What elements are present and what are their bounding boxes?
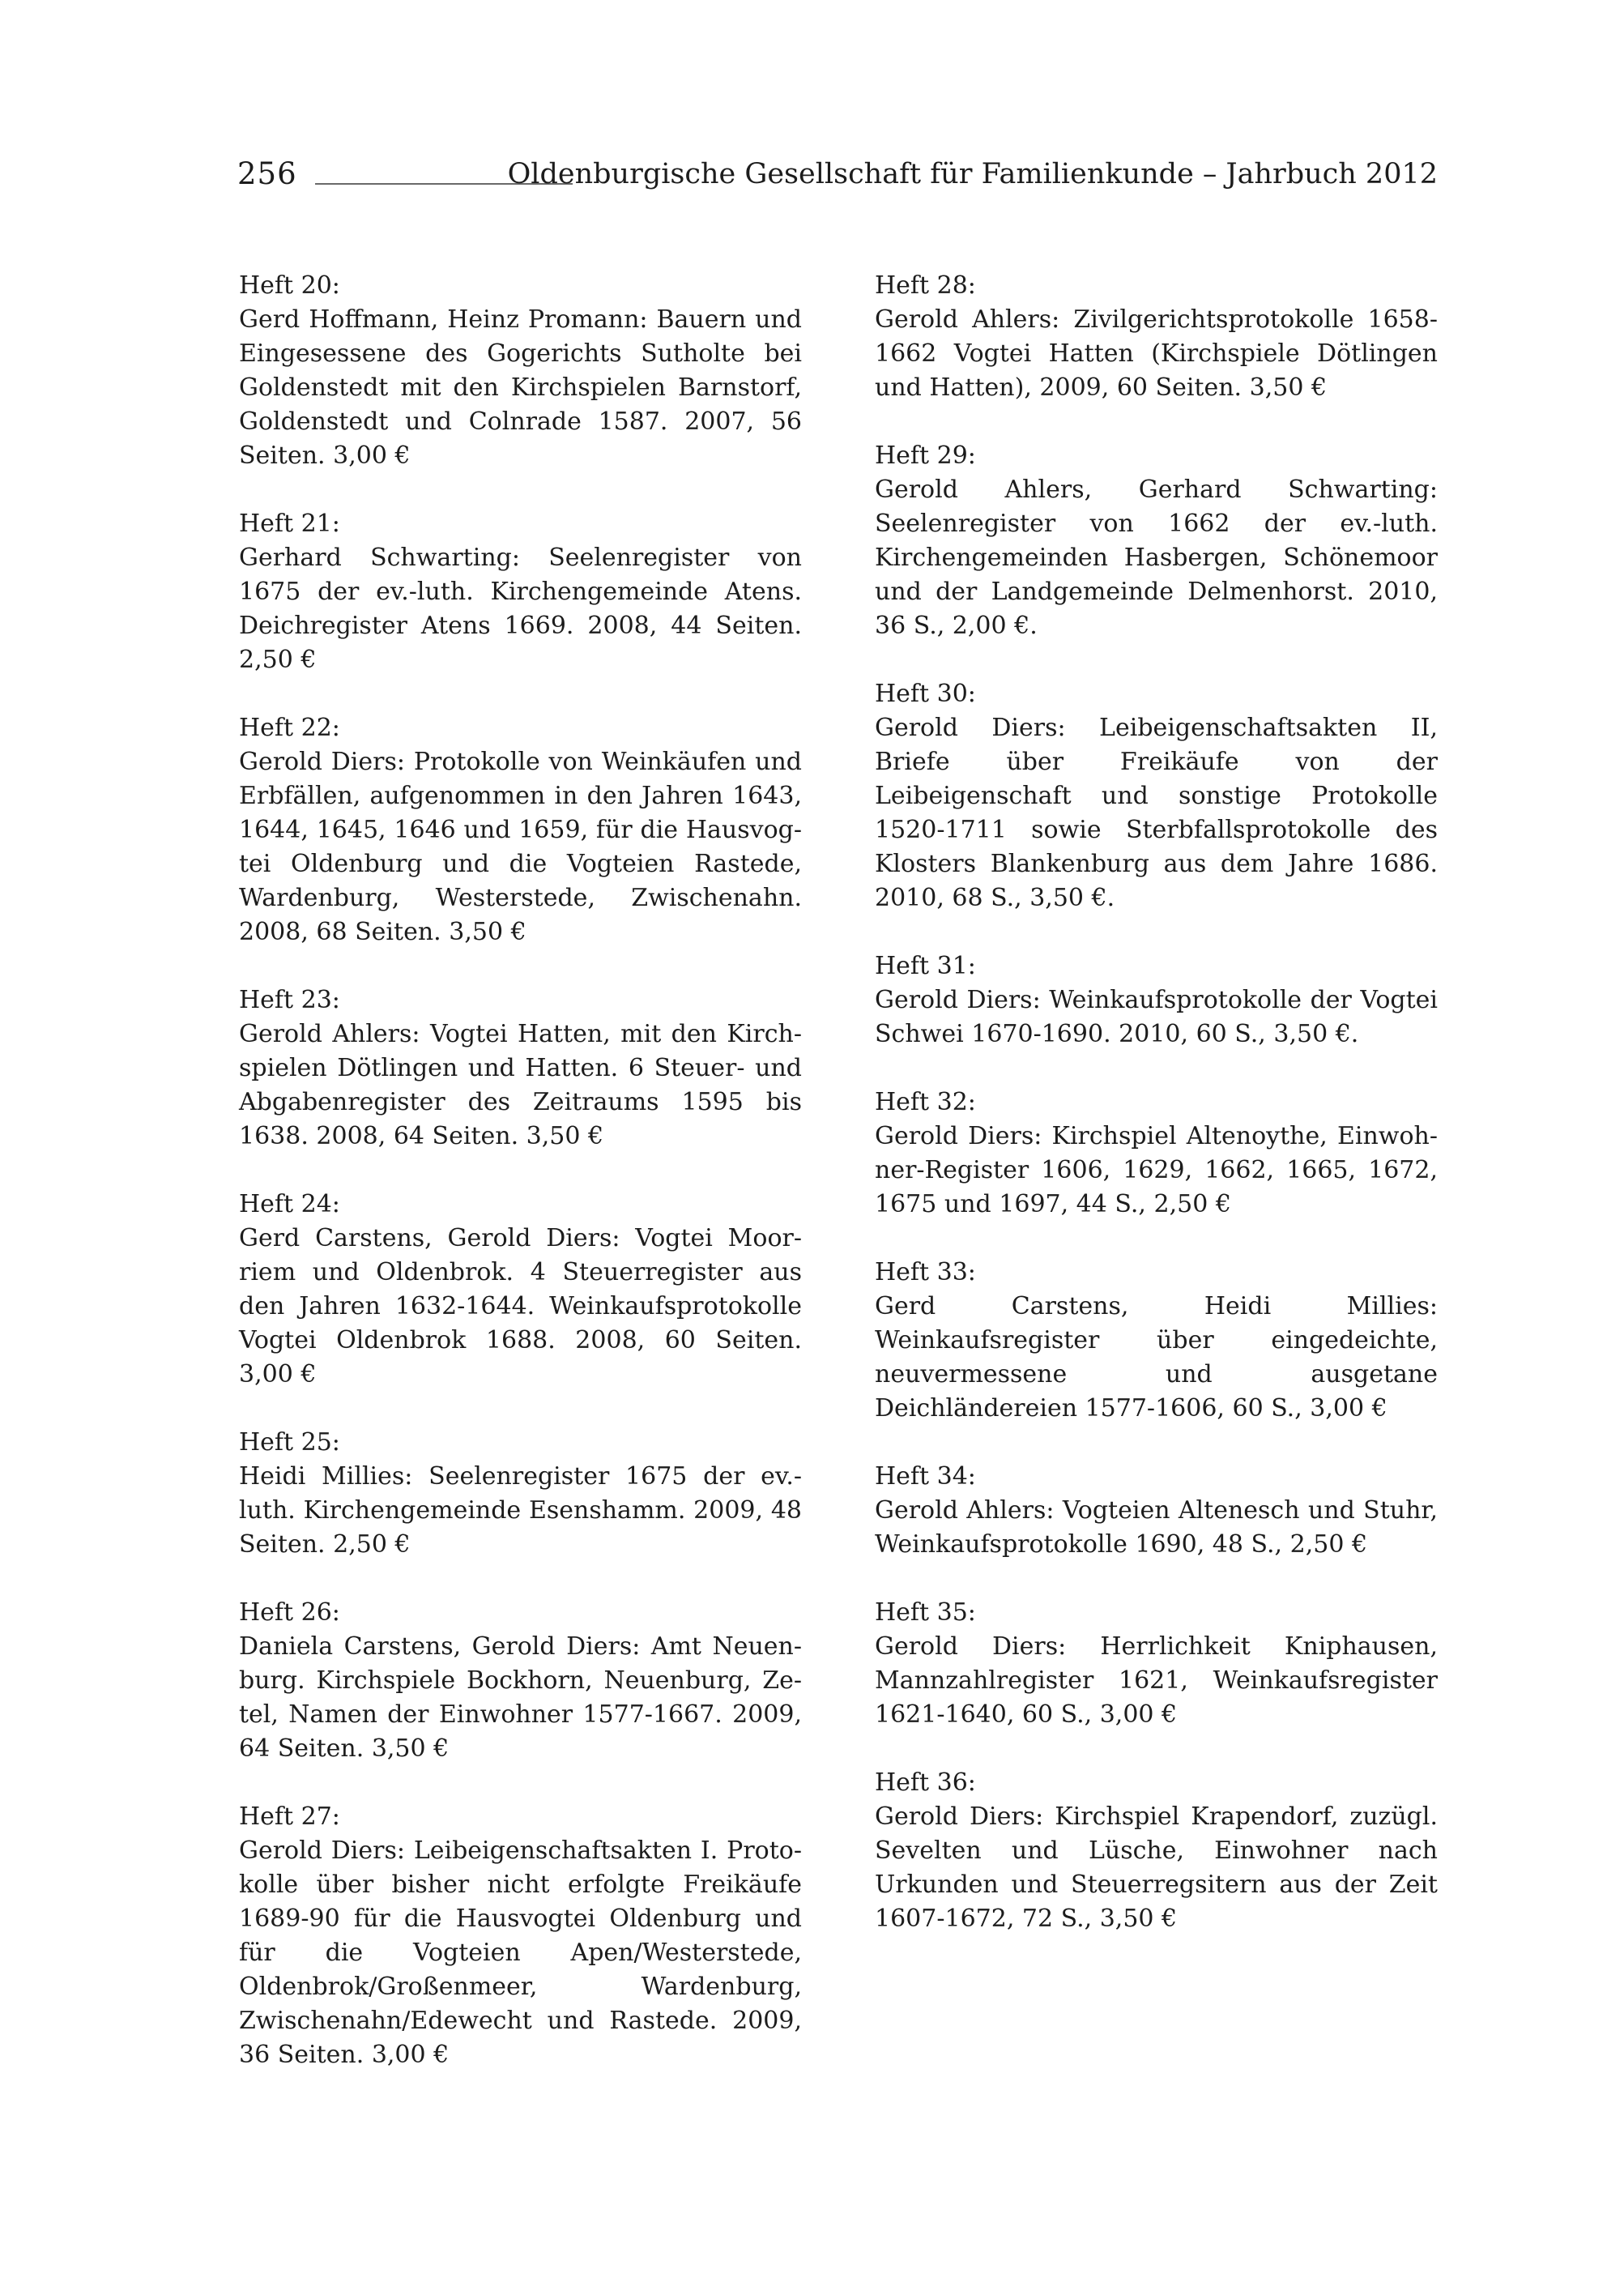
entry-heading: Heft 35: [875, 1598, 976, 1627]
entry-heading: Heft 20: [239, 271, 340, 300]
list-item [239, 1426, 802, 1562]
entry-text: Gerd Hoffmann, Heinz Promann: Bauern und Eingesessene des Gogerichts Sutholte bei Goldenstedt mit den Kirchspielen Barnstorf, Goldenstedt und Colnrade 1587. 2007, 56 Seiten. 3,00 € [239, 305, 802, 470]
entry-heading: Heft 25: [239, 1428, 340, 1457]
list-item [239, 1596, 802, 1766]
page-header [237, 152, 1438, 196]
entry-heading: Heft 30: [875, 680, 976, 708]
entry-text: Heidi Millies: Seelenregister 1675 der ev.-luth. Kirchengemeinde Esenshamm. 2009, 48 Seiten. 2,50 € [239, 1462, 802, 1559]
entry-text: Gerold Ahlers, Gerhard Schwarting: Seelenregister von 1662 der ev.-luth. Kirchengemeinden Hasbergen, Schönemoor und der Landgemeinde Delmenhorst. 2010, 36 S., 2,00 €. [875, 476, 1438, 640]
entry-text: Gerold Diers: Protokolle von Weinkäufen und Erbfällen, aufgenommen in den Jahren 1643, 1644, 1645, 1646 und 1659, für die Hausvogtei Oldenburg und die Vogteien Rastede, Wardenburg, Westerstede, Zwischenahn. 2008, 68 Seiten. 3,50 € [239, 748, 802, 946]
entry-heading: Heft 27: [239, 1802, 340, 1831]
entry-heading: Heft 28: [875, 271, 976, 300]
entry-heading: Heft 33: [875, 1258, 976, 1286]
list-item [875, 1086, 1438, 1222]
entry-heading: Heft 31: [875, 952, 976, 980]
entry-text: Gerd Carstens, Heidi Millies: Weinkaufsregister über eingedeichte, neuvermessene und ausgetane Deichländereien 1577-1606, 60 S., 3,00 € [875, 1292, 1438, 1423]
running-title: Oldenburgische Gesellschaft für Familienkunde – Jahrbuch 2012 [507, 158, 1438, 190]
entry-heading: Heft 36: [875, 1768, 976, 1797]
list-item [239, 1188, 802, 1392]
left-column [239, 269, 802, 2106]
list-item [239, 507, 802, 677]
list-item [239, 983, 802, 1154]
list-item [239, 711, 802, 949]
entry-text: Gerold Diers: Leibeigenschaftsakten I. Protokolle über bisher nicht erfolgte Freikäufe 1689-90 für die Hausvogtei Oldenburg und für die Vogteien Apen/Westerstede, Oldenbrok/Großenmeer, Wardenburg, Zwischenahn/Edewecht und Rastede. 2009, 36 Seiten. 3,00 € [239, 1836, 802, 2069]
entry-text: Gerold Diers: Kirchspiel Altenoythe, Einwohner-Register 1606, 1629, 1662, 1665, 1672, 1675 und 1697, 44 S., 2,50 € [875, 1122, 1438, 1218]
entry-heading: Heft 29: [875, 442, 976, 470]
list-item [875, 439, 1438, 643]
list-item [239, 269, 802, 473]
entry-text: Gerold Diers: Weinkaufsprotokolle der Vogtei Schwei 1670-1690. 2010, 60 S., 3,50 €. [875, 986, 1438, 1048]
list-item [875, 1596, 1438, 1732]
entry-text: Gerold Diers: Leibeigenschaftsakten II, Briefe über Freikäufe von der Leibeigenschaft und sonstige Protokolle 1520-1711 sowie Sterbfallsprotokolle des Klosters Blankenburg aus dem Jahre 1686. 2010, 68 S., 3,50 €. [875, 714, 1438, 912]
entry-text: Gerold Diers: Herrlichkeit Kniphausen, Mannzahlregister 1621, Weinkaufsregister 1621-1640, 60 S., 3,00 € [875, 1632, 1438, 1729]
entry-text: Gerd Carstens, Gerold Diers: Vogtei Moorriem und Oldenbrok. 4 Steuerregister aus den Jahren 1632-1644. Weinkaufsprotokolle Vogtei Oldenbrok 1688. 2008, 60 Seiten. 3,00 € [239, 1224, 802, 1389]
list-item [239, 1800, 802, 2072]
list-item [875, 269, 1438, 405]
entry-text: Gerold Ahlers: Zivilgerichtsprotokolle 1658-1662 Vogtei Hatten (Kirchspiele Dötlingen und Hatten), 2009, 60 Seiten. 3,50 € [875, 305, 1438, 402]
list-item [875, 1256, 1438, 1426]
entry-heading: Heft 32: [875, 1088, 976, 1116]
entry-text: Gerhard Schwarting: Seelenregister von 1675 der ev.-luth. Kirchengemeinde Atens. Deichregister Atens 1669. 2008, 44 Seiten. 2,50 € [239, 544, 802, 674]
entry-text: Gerold Diers: Kirchspiel Krapendorf, zuzügl. Sevelten und Lüsche, Einwohner nach Urkunden und Steuerregsitern aus der Zeit 1607-1672, 72 S., 3,50 € [875, 1802, 1438, 1933]
entry-heading: Heft 22: [239, 714, 340, 742]
entry-heading: Heft 34: [875, 1462, 976, 1491]
entry-heading: Heft 21: [239, 510, 340, 538]
entry-heading: Heft 23: [239, 986, 340, 1014]
entry-text: Gerold Ahlers: Vogtei Hatten, mit den Kirchspielen Dötlingen und Hatten. 6 Steuer- und Abgabenregister des Zeitraums 1595 bis 1638. 2008, 64 Seiten. 3,50 € [239, 1020, 802, 1150]
right-column [875, 269, 1438, 1970]
entry-heading: Heft 26: [239, 1598, 340, 1627]
entry-heading: Heft 24: [239, 1190, 340, 1218]
list-item [875, 1766, 1438, 1936]
list-item [875, 949, 1438, 1052]
list-item [875, 677, 1438, 915]
entry-text: Gerold Ahlers: Vogteien Altenesch und Stuhr, Weinkaufsprotokolle 1690, 48 S., 2,50 € [875, 1496, 1438, 1559]
list-item [875, 1460, 1438, 1562]
page-number: 256 [237, 156, 297, 191]
entry-text: Daniela Carstens, Gerold Diers: Amt Neuenburg. Kirchspiele Bockhorn, Neuenburg, Zetel, Namen der Einwohner 1577-1667. 2009, 64 Seiten. 3,50 € [239, 1632, 802, 1763]
